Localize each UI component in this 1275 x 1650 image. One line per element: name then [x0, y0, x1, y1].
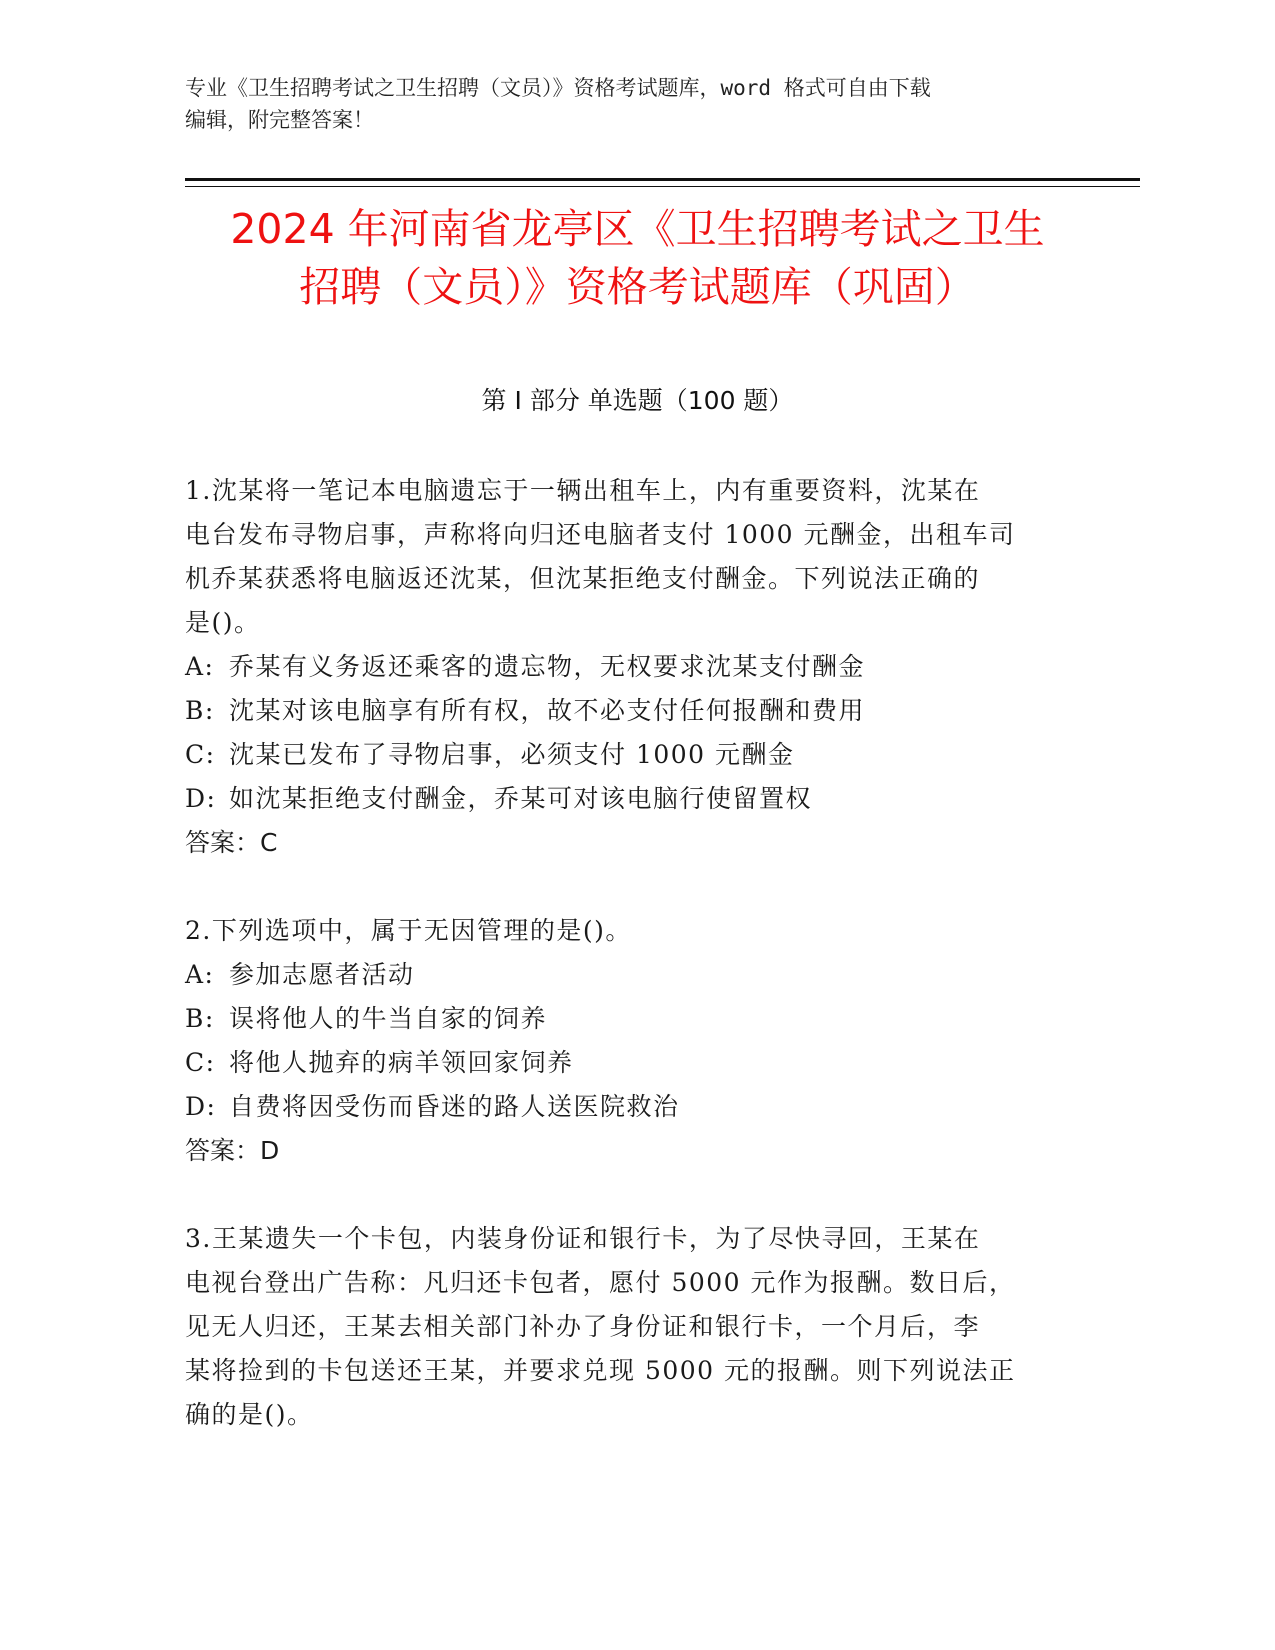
option-text: 误将他人的牛当自家的饲养	[229, 1004, 548, 1033]
document-title-line-2: 招聘（文员）》资格考试题库（巩固）	[299, 263, 976, 311]
option-text: 沈某已发布了寻物启事，必须支付 1000 元酬金	[229, 740, 795, 769]
question-2-option-c	[185, 1041, 1060, 1085]
question-3-stem-line-5: 确的是()。	[185, 1400, 314, 1429]
option-letter: D:	[185, 784, 217, 813]
option-letter: A:	[185, 652, 215, 681]
section-heading: 第 I 部分 单选题（100 题）	[481, 386, 794, 415]
question-2-answer: 答案：D	[185, 1136, 280, 1165]
question-spacer	[185, 865, 1060, 909]
question-2	[185, 909, 1060, 1173]
question-1-option-d	[185, 777, 1060, 821]
document-title	[185, 200, 1090, 316]
question-2-stem-line-1: 2.下列选项中，属于无因管理的是()。	[185, 916, 632, 945]
question-1-stem-line-3: 机乔某获悉将电脑返还沈某，但沈某拒绝支付酬金。下列说法正确的	[185, 564, 981, 593]
header-divider-thin	[185, 186, 1140, 187]
option-text: 参加志愿者活动	[229, 960, 415, 989]
question-1-stem-line-2: 电台发布寻物启事，声称将向归还电脑者支付 1000 元酬金，出租车司	[185, 520, 1016, 549]
question-list	[185, 469, 1060, 1437]
header-note-line-2: 编辑，附完整答案！	[185, 108, 374, 132]
question-1-option-b	[185, 689, 1060, 733]
option-letter: B:	[185, 696, 215, 725]
document-header-note	[185, 72, 1085, 136]
question-1-stem-line-1: 1.沈某将一笔记本电脑遗忘于一辆出租车上，内有重要资料，沈某在	[185, 476, 981, 505]
option-text: 沈某对该电脑享有所有权，故不必支付任何报酬和费用	[229, 696, 866, 725]
question-spacer	[185, 1173, 1060, 1217]
question-2-option-a	[185, 953, 1060, 997]
option-letter: C:	[185, 740, 216, 769]
document-title-line-1: 2024 年河南省龙亭区《卫生招聘考试之卫生	[230, 205, 1045, 253]
question-1-option-a	[185, 645, 1060, 689]
header-divider-thick	[185, 178, 1140, 181]
question-3	[185, 1217, 1060, 1437]
question-2-option-b	[185, 997, 1060, 1041]
question-3-stem-line-4: 某将捡到的卡包送还王某，并要求兑现 5000 元的报酬。则下列说法正	[185, 1356, 1016, 1385]
question-3-stem-line-2: 电视台登出广告称：凡归还卡包者，愿付 5000 元作为报酬。数日后，	[185, 1268, 1016, 1297]
option-text: 自费将因受伤而昏迷的路人送医院救治	[229, 1092, 680, 1121]
option-letter: D:	[185, 1092, 217, 1121]
header-note-line-1: 专业《卫生招聘考试之卫生招聘（文员）》资格考试题库，word 格式可自由下载	[185, 76, 931, 100]
question-3-stem-line-1: 3.王某遗失一个卡包，内装身份证和银行卡，为了尽快寻回，王某在	[185, 1224, 981, 1253]
question-1-option-c	[185, 733, 1060, 777]
option-text: 如沈某拒绝支付酬金，乔某可对该电脑行使留置权	[229, 784, 813, 813]
option-letter: C:	[185, 1048, 216, 1077]
question-3-stem-line-3: 见无人归还，王某去相关部门补办了身份证和银行卡，一个月后，李	[185, 1312, 981, 1341]
question-1-answer: 答案：C	[185, 828, 278, 857]
option-letter: A:	[185, 960, 215, 989]
question-1-stem-line-4: 是()。	[185, 608, 261, 637]
option-letter: B:	[185, 1004, 215, 1033]
option-text: 将他人抛弃的病羊领回家饲养	[229, 1048, 574, 1077]
question-1	[185, 469, 1060, 865]
question-2-option-d	[185, 1085, 1060, 1129]
option-text: 乔某有义务返还乘客的遗忘物，无权要求沈某支付酬金	[229, 652, 866, 681]
